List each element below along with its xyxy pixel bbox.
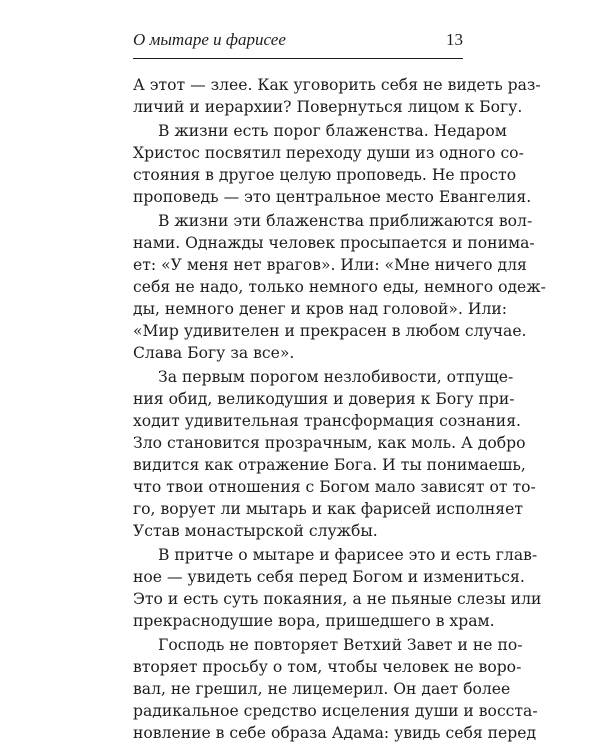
text-line: личий и иерархии? Повернуться лицом к Богу.	[133, 98, 523, 116]
text-line: ния обид, великодушия и доверия к Богу при-	[133, 390, 515, 408]
text-line: ет: «У меня нет врагов». Или: «Мне ничего для	[133, 256, 527, 274]
text-line: А этот — злее. Как уговорить себя не видеть раз-	[133, 76, 541, 94]
text-line: прекраснодушие вора, пришедшего в храм.	[133, 612, 495, 630]
text-line: ное — увидеть себя перед Богом и измениться.	[133, 568, 525, 586]
text-line: радикальное средство исцеления души и восста-	[133, 702, 538, 720]
text-line: видится как отражение Бога. И ты понимаешь,	[133, 456, 526, 474]
text-line: что твои отношения с Богом мало зависят от то-	[133, 478, 536, 496]
text-line: стояния в другое целую проповедь. Не просто	[133, 166, 517, 184]
text-line: Устав монастырской службы.	[133, 522, 378, 540]
text-line: Христос посвятил переходу души из одного со-	[133, 144, 524, 162]
text-line: себя не надо, только немного еды, немного одеж-	[133, 278, 546, 296]
text-line: В жизни эти блаженства приближаются вол-	[158, 212, 533, 230]
text-line: нами. Однажды человек просыпается и понима-	[133, 234, 535, 252]
text-line: новление в себе образа Адама: увидь себя перед	[133, 724, 537, 742]
page-number: 13	[446, 30, 463, 49]
text-line: В жизни есть порог блаженства. Недаром	[158, 122, 507, 140]
text-line: проповедь — это центральное место Евангелия.	[133, 188, 532, 206]
text-line: Зло становится прозрачным, как моль. А добро	[133, 434, 526, 452]
chapter-title: О мытаре и фарисее	[133, 30, 286, 49]
running-header	[133, 30, 463, 52]
text-line: Слава Богу за все».	[133, 344, 295, 362]
text-line: За первым порогом незлобивости, отпуще-	[158, 368, 514, 386]
text-line: «Мир удивителен и прекрасен в любом случае.	[133, 322, 527, 340]
text-line: В притче о мытаре и фарисее это и есть глав-	[158, 546, 538, 564]
text-line: вал, не грешил, не лицемерил. Он дает более	[133, 680, 511, 698]
text-line: го, ворует ли мытарь и как фарисей исполняет	[133, 500, 523, 518]
text-line: Это и есть суть покаяния, а не пьяные слезы или	[133, 590, 542, 608]
text-line: вторяет просьбу о том, чтобы человек не воро-	[133, 658, 522, 676]
header-rule	[133, 58, 463, 59]
text-line: ды, немного денег и кров над головой». Или:	[133, 300, 508, 318]
text-line: ходит удивительная трансформация сознания.	[133, 412, 521, 430]
text-line: Господь не повторяет Ветхий Завет и не по-	[158, 636, 523, 654]
